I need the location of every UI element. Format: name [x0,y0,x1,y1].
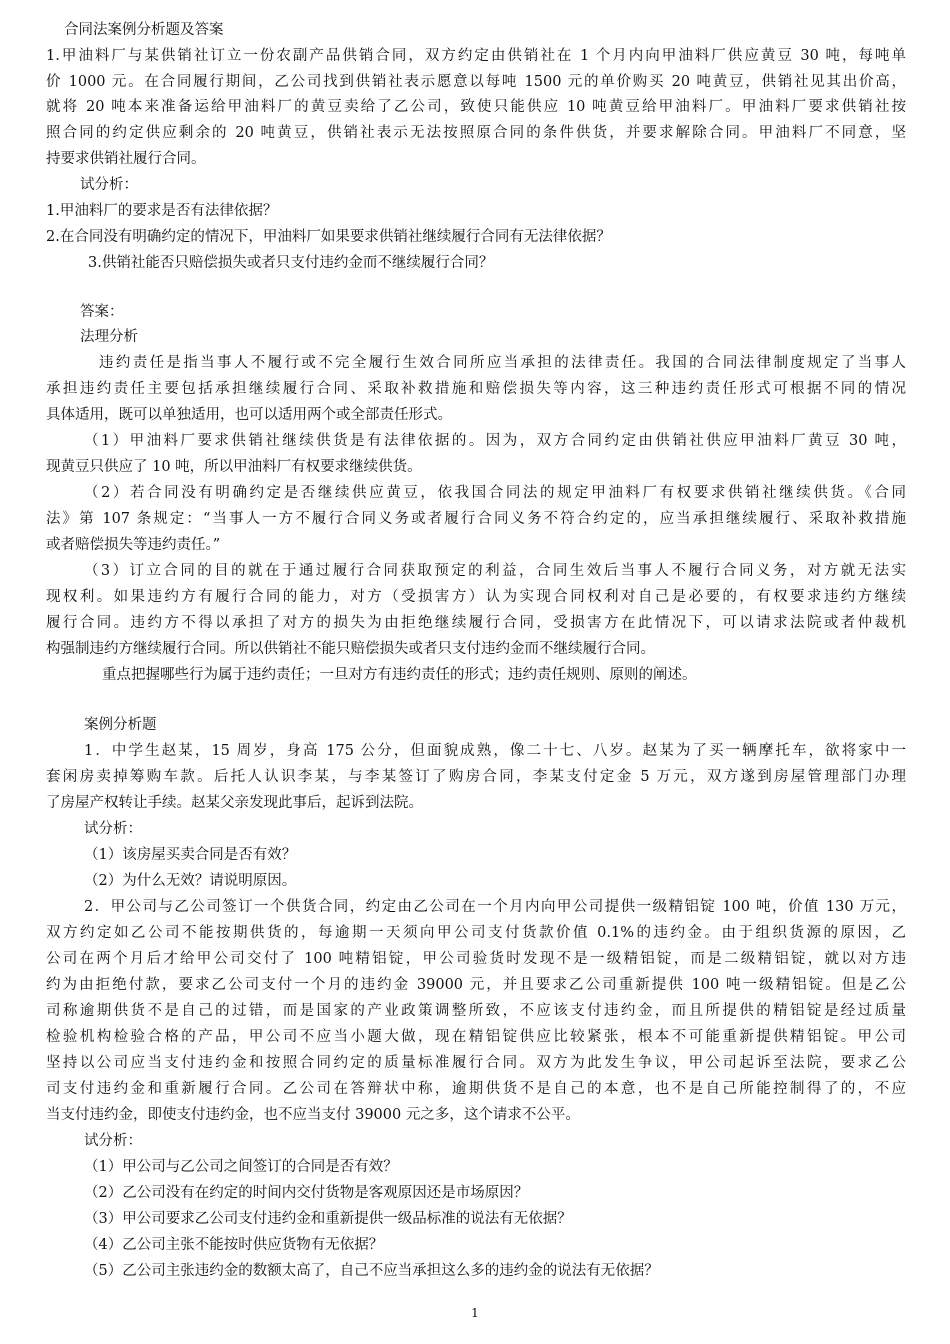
q1-line: 套闲房卖掉筹购车款。后托人认识李某，与李某签订了购房合同，李某支付定金 5 万元，双方遂到房屋管理部门办理 [46,769,906,785]
question: 1.甲油料厂的要求是否有法律依据？ [46,203,278,219]
answer-line: （3）订立合同的目的就在于通过履行合同获取预定的利益，合同生效后当事人不履行合同义务，对方就无法实 [84,563,906,579]
q2-line: 当支付违约金，即使支付违约金，也不应当支付 39000 元之多，这个请求不公平。 [46,1107,580,1123]
q1-line: 1．中学生赵某，15 周岁，身高 175 公分，但面貌成熟，像二十七、八岁。赵某为了买一辆摩托车，欲将家中一 [84,743,906,759]
question: （3）甲公司要求乙公司支付违约金和重新提供一级品标准的说法有无依据？ [84,1211,572,1227]
case1-line: 价 1000 元。在合同履行期间，乙公司找到供销社表示愿意以每吨 1500 元的单价购买 20 吨黄豆，供销社见其出价高， [46,74,906,90]
answer-line: 承担违约责任主要包括承担继续履行合同、采取补救措施和赔偿损失等内容，这三种违约责任形式可根据不同的情况 [46,381,906,397]
section-heading: 案例分析题 [84,717,157,733]
case1-line: 持要求供销社履行合同。 [46,151,206,167]
case1-line: 就将 20 吨本来准备运给甲油料厂的黄豆卖给了乙公司，致使只能供应 10 吨黄豆给甲油料厂。甲油料厂要求供销社按 [46,99,906,115]
q2-line: 坚持以公司应当支付违约金和按照合同约定的质量标准履行合同。双方为此发生争议，甲公司起诉至法院，要求乙公 [46,1055,906,1071]
question: （1）甲公司与乙公司之间签订的合同是否有效？ [84,1159,398,1175]
q2-line: 司称逾期供货不是自己的过错，而是国家的产业政策调整所致，不应该支付违约金，而且所提供的精铝锭是经过质量 [46,1003,906,1019]
case1-line: 1.甲油料厂与某供销社订立一份农副产品供销合同，双方约定由供销社在 1 个月内向甲油料厂供应黄豆 30 吨，每吨单 [46,48,906,64]
q2-line: 检验机构检验合格的产品，甲公司不应当小题大做，现在精铝锭供应比较紧张，根本不可能重新提供精铝锭。甲公司 [46,1029,906,1045]
answer-line: 履行合同。违约方不得以承担了对方的损失为由拒绝继续履行合同，受损害方在此情况下，可以请求法院或者仲裁机 [46,615,906,631]
answer-line: 违约责任是指当事人不履行或不完全履行生效合同所应当承担的法律责任。我国的合同法律制度规定了当事人 [99,355,906,371]
q2-line: 司支付违约金和重新履行合同。乙公司在答辩状中称，逾期供货不是自己的本意，也不是自己所能控制得了的，不应 [46,1081,906,1097]
analysis-label: 试分析： [84,821,142,837]
q2-line: 2．甲公司与乙公司签订一个供货合同，约定由乙公司在一个月内向甲公司提供一级精铝锭 100 吨，价值 130 万元， [84,899,906,915]
page-number: 1 [471,1306,479,1320]
analysis-heading: 法理分析 [80,329,138,345]
case1-line: 照合同的约定供应剩余的 20 吨黄豆，供销社表示无法按照原合同的条件供货，并要求解除合同。甲油料厂不同意，坚 [46,125,906,141]
q2-line: 公司在两个月后才给甲公司交付了 100 吨精铝锭，甲公司验货时发现不是一级精铝锭，而是二级精铝锭，就以对方违 [46,951,906,967]
answer-line: 法》第 107 条规定：“当事人一方不履行合同义务或者履行合同义务不符合约定的，应当承担继续履行、采取补救措施 [46,511,906,527]
question: （4）乙公司主张不能按时供应货物有无依据？ [84,1237,384,1253]
answer-line: （1）甲油料厂要求供销社继续供货是有法律依据的。因为，双方合同约定由供销社供应甲油料厂黄豆 30 吨， [84,433,906,449]
question: （2）为什么无效？请说明原因。 [84,873,297,889]
answer-line: 或者赔偿损失等违约责任。” [46,537,221,553]
answer-line: （2）若合同没有明确约定是否继续供应黄豆，依我国合同法的规定甲油料厂有权要求供销社继续供货。《合同 [84,485,906,501]
analysis-label: 试分析： [80,177,138,193]
question: 3.供销社能否只赔偿损失或者只支付违约金而不继续履行合同？ [88,255,494,271]
answer-line: 具体适用，既可以单独适用，也可以适用两个或全部责任形式。 [46,407,452,423]
document-title: 合同法案例分析题及答案 [64,22,224,38]
answer-line: 现黄豆只供应了 10 吨，所以甲油料厂有权要求继续供货。 [46,459,422,475]
answer-line: 现权利。如果违约方有履行合同的能力，对方（受损害方）认为实现合同权利对自己是必要的，有权要求违约方继续 [46,589,906,605]
question: （1）该房屋买卖合同是否有效？ [84,847,297,863]
question: （5）乙公司主张违约金的数额太高了，自己不应当承担这么多的违约金的说法有无依据？ [84,1263,659,1279]
q2-line: 双方约定如乙公司不能按期供货的，每逾期一天须向甲公司支付货款价值 0.1%的违约金。由于组织货源的原因，乙 [46,925,906,941]
question: 2.在合同没有明确约定的情况下，甲油料厂如果要求供销社继续履行合同有无法律依据？ [46,229,611,245]
analysis-label: 试分析： [84,1133,142,1149]
key-point: 重点把握哪些行为属于违约责任；一旦对方有违约责任的形式；违约责任规则、原则的阐述。 [102,667,697,683]
answer-line: 构强制违约方继续履行合同。所以供销社不能只赔偿损失或者只支付违约金而不继续履行合同。 [46,641,655,657]
q1-line: 了房屋产权转让手续。赵某父亲发现此事后，起诉到法院。 [46,795,423,811]
answer-label: 答案： [80,304,124,320]
question: （2）乙公司没有在约定的时间内交付货物是客观原因还是市场原因？ [84,1185,529,1201]
q2-line: 约为由拒绝付款，要求乙公司支付一个月的违约金 39000 元，并且要求乙公司重新提供 100 吨一级精铝锭。但是乙公 [46,977,906,993]
